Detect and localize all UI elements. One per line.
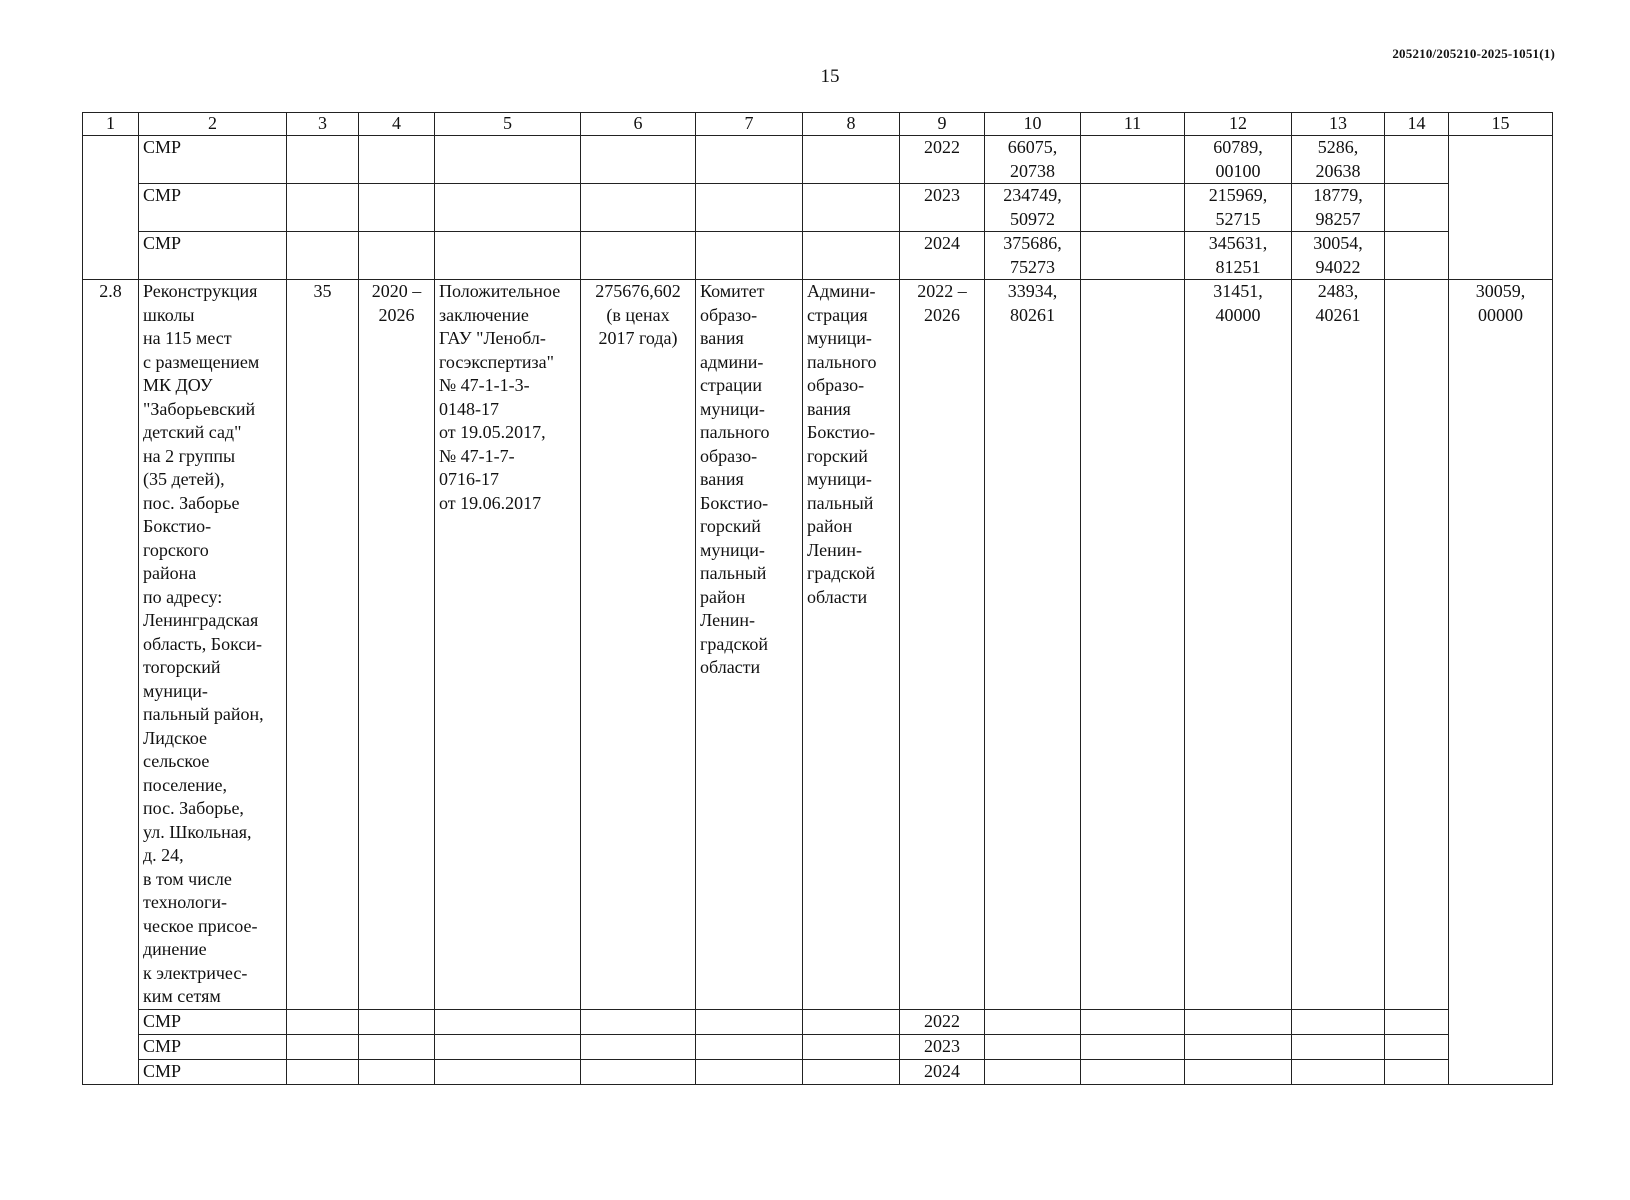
column-number: 6	[581, 113, 696, 136]
smr-label: СМР	[139, 232, 287, 280]
column-number: 3	[287, 113, 359, 136]
value-cell: 33934, 80261	[985, 280, 1081, 1010]
value-cell: 375686, 75273	[985, 232, 1081, 280]
column-number-row	[83, 113, 1553, 136]
value-cell: 30059, 00000	[1449, 280, 1553, 1085]
value-cell: 234749, 50972	[985, 184, 1081, 232]
column-number: 13	[1292, 113, 1385, 136]
column-number: 5	[435, 113, 581, 136]
table-row	[83, 1034, 1553, 1059]
column-number: 12	[1185, 113, 1292, 136]
smr-label: СМР	[139, 184, 287, 232]
table-row	[83, 184, 1553, 232]
page-number: 15	[820, 66, 840, 87]
customer-cell: Комитет образо- вания админи- страции муници- пального образо- вания Бокстио- горский муници- пальный район Ленин- градской области	[696, 280, 803, 1010]
year-cell: 2022	[900, 1009, 985, 1034]
capacity-cell: 35	[287, 280, 359, 1010]
year-cell: 2023	[900, 1034, 985, 1059]
column-number: 9	[900, 113, 985, 136]
empty-cell	[83, 136, 139, 280]
year-cell: 2024	[900, 1059, 985, 1084]
smr-label: СМР	[139, 1059, 287, 1084]
smr-label: СМР	[139, 1034, 287, 1059]
recipient-cell: Админи- страция муници- пального образо- вания Бокстио- горский муници- пальный район Ленин- градской области	[803, 280, 900, 1010]
item-number: 2.8	[83, 280, 139, 1085]
value-cell: 66075, 20738	[985, 136, 1081, 184]
table-row	[83, 1059, 1553, 1084]
column-number: 11	[1081, 113, 1185, 136]
value-cell: 345631, 81251	[1185, 232, 1292, 280]
table-row	[83, 232, 1553, 280]
value-cell: 215969, 52715	[1185, 184, 1292, 232]
value-cell: 30054, 94022	[1292, 232, 1385, 280]
value-cell	[1385, 280, 1449, 1010]
period-cell: 2020 – 2026	[359, 280, 435, 1010]
value-cell: 60789, 00100	[1185, 136, 1292, 184]
estimated-cost-cell: 275676,602 (в ценах 2017 года)	[581, 280, 696, 1010]
column-number: 14	[1385, 113, 1449, 136]
value-cell: 5286, 20638	[1292, 136, 1385, 184]
smr-label: СМР	[139, 1009, 287, 1034]
table-row	[83, 1009, 1553, 1034]
object-name: Реконструкция школы на 115 мест с размещением МК ДОУ "Заборьевский детский сад" на 2 группы (35 детей), пос. Заборье Бокстио- горского района по адресу: Ленинградская область, Бокси- тогорский муници- пальный район, Лидское сельское поселение, пос. Заборье, ул. Школьная, д. 24, в том числе технологи- ческое присое- динение к электричес- ким сетям	[139, 280, 287, 1010]
column-number: 4	[359, 113, 435, 136]
column-number: 7	[696, 113, 803, 136]
expertise-cell: Положительное заключение ГАУ "Ленобл- госэкспертиза" № 47-1-1-3- 0148-17 от 19.05.2017, № 47-1-7- 0716-17 от 19.06.2017	[435, 280, 581, 1010]
value-cell: 18779, 98257	[1292, 184, 1385, 232]
column-number: 15	[1449, 113, 1553, 136]
column-number: 1	[83, 113, 139, 136]
table-row	[83, 136, 1553, 184]
smr-label: СМР	[139, 136, 287, 184]
year-cell: 2023	[900, 184, 985, 232]
year-cell: 2022 – 2026	[900, 280, 985, 1010]
value-cell: 2483, 40261	[1292, 280, 1385, 1010]
column-number: 2	[139, 113, 287, 136]
document-registration-number: 205210/205210-2025-1051(1)	[1392, 46, 1555, 61]
table-row	[83, 280, 1553, 1010]
empty-cell	[1449, 136, 1553, 280]
year-cell: 2022	[900, 136, 985, 184]
column-number: 10	[985, 113, 1081, 136]
value-cell: 31451, 40000	[1185, 280, 1292, 1010]
value-cell	[1081, 280, 1185, 1010]
column-number: 8	[803, 113, 900, 136]
budget-table	[82, 112, 1553, 1085]
year-cell: 2024	[900, 232, 985, 280]
